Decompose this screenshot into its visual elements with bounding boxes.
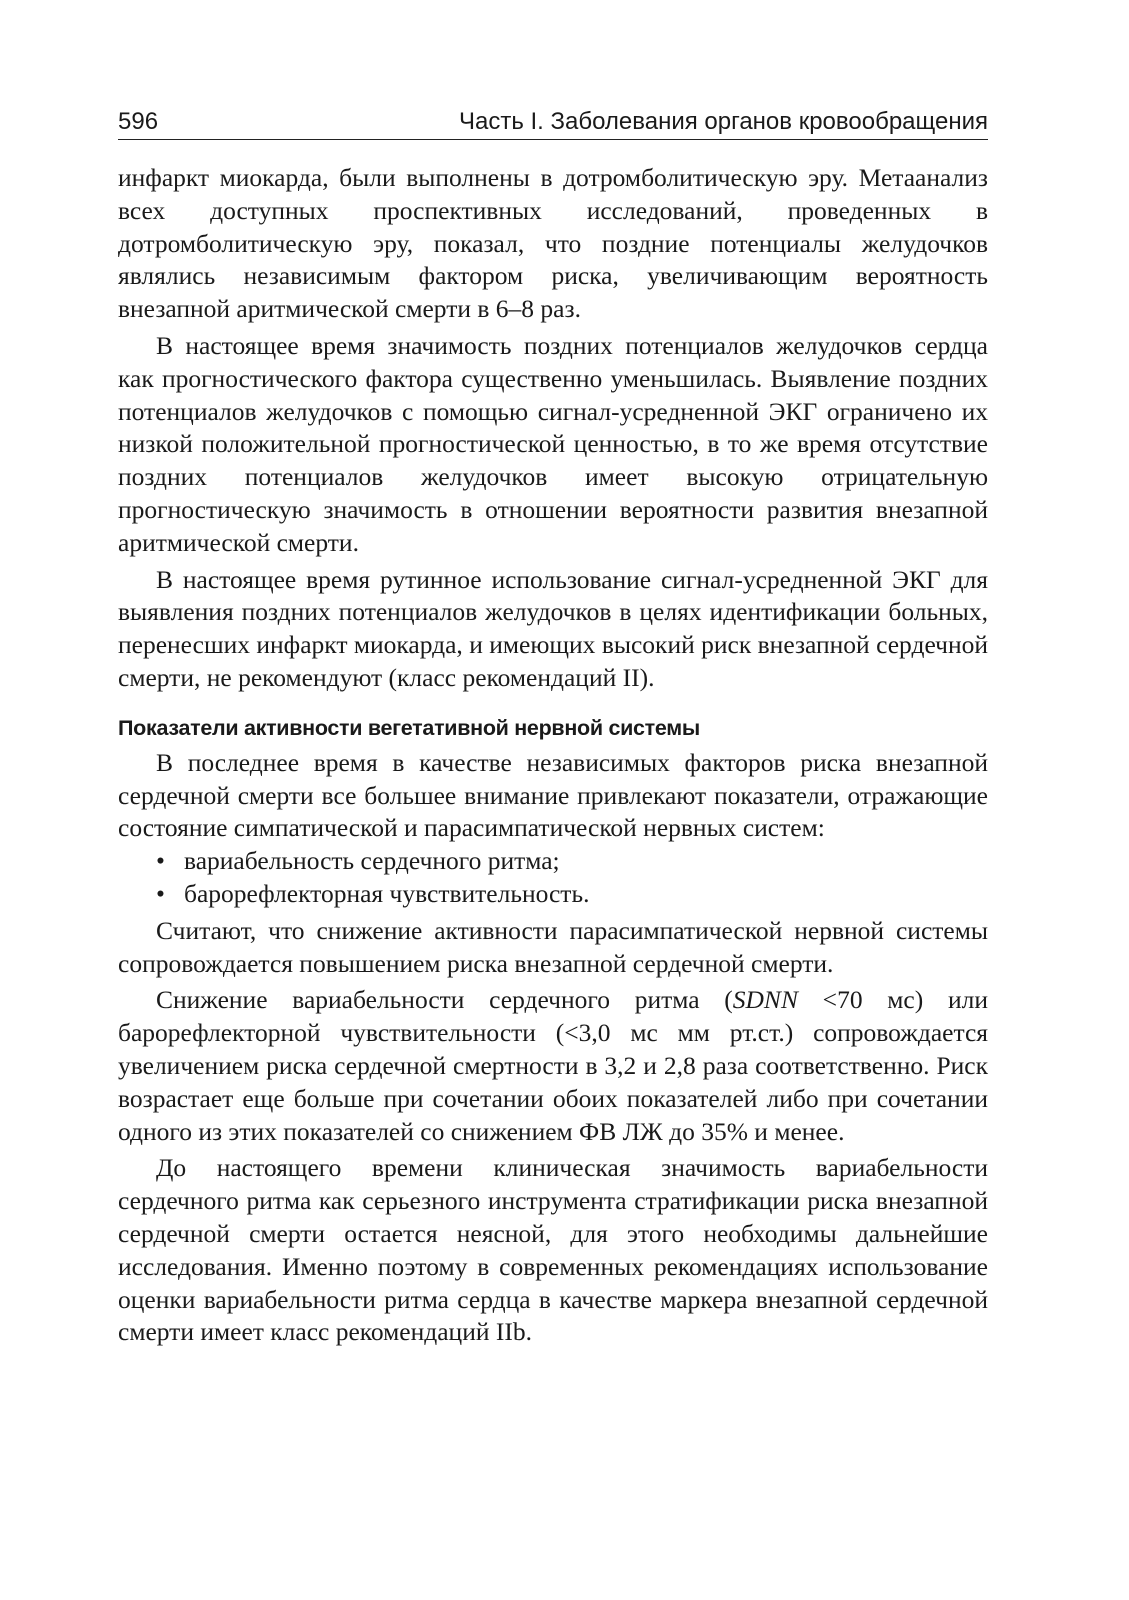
paragraph-text: <70 мс) или барорефлекторной чувствительности (<3,0 мс мм рт.ст.) сопровождается увеличением риска сердечной смертности в 3,2 и 2,8 раза соответственно. Риск возрастает еще больше при сочетании обоих показателей либо при сочетании одного из этих показателей со снижением ФВ ЛЖ до 35% и менее. [118,985,988,1146]
page-number: 596 [118,108,159,135]
list-item [118,878,988,911]
bullet-icon: • [156,846,165,876]
paragraph: В последнее время в качестве независимых факторов риска внезапной сердечной смерти все большее внимание привлекают показатели, отражающие состояние симпатической и парасимпатической нервных систем: [118,747,988,843]
paragraph: В настоящее время рутинное использование сигнал-усредненной ЭКГ для выявления поздних потенциалов желудочков в целях идентификации больных, перенесших инфаркт миокарда, и имеющих высокий риск внезапной сердечной смерти, не рекомендуют (класс рекомендаций II). [118,564,988,692]
paragraph: Считают, что снижение активности парасимпатической нервной системы сопровождается повышением риска внезапной сердечной смерти. [118,915,988,978]
paragraph: До настоящего времени клиническая значимость вариабельности сердечного ритма как серьезного инструмента стратификации риска внезапной сердечной смерти остается неясной, для этого необходимы дальнейшие исследования. Именно поэтому в современных рекомендациях использование оценки вариабельности ритма сердца в качестве маркера внезапной сердечной смерти имеет класс рекомендаций IIb. [118,1153,988,1347]
page [118,108,988,1349]
page-body [118,162,988,1349]
paragraph: В настоящее время значимость поздних потенциалов желудочков сердца как прогностического фактора существенно уменьшилась. Выявление поздних потенциалов желудочков с помощью сигнал-усредненной ЭКГ ограничено их низкой положительной прогностической ценностью, в то же время отсутствие поздних потенциалов желудочков имеет высокую отрицательную прогностическую значимость в отношении вероятности развития внезапной аритмической смерти. [118,330,988,557]
bullet-icon: • [156,878,165,908]
paragraph-text: Снижение вариабельности сердечного ритма ( [156,985,733,1015]
running-head [118,108,988,140]
paragraph [118,984,988,1148]
italic-term: SDNN [732,985,798,1015]
list-item [118,845,988,878]
paragraph-continued: инфаркт миокарда, были выполнены в дотромболитическую эру. Метаанализ всех доступных проспективных исследований, проведенных в дотромболитическую эру, показал, что поздние потенциалы желудочков являлись независимым фактором риска, увеличивающим вероятность внезапной аритмической смерти в 6–8 раз. [118,163,988,324]
list-item-text: вариабельность сердечного ритма; [184,846,560,876]
running-title: Часть I. Заболевания органов кровообращения [458,108,988,135]
bullet-list [118,845,988,911]
list-item-text: барорефлекторная чувствительность. [184,878,590,908]
section-heading: Показатели активности вегетативной нервной системы [118,715,700,740]
